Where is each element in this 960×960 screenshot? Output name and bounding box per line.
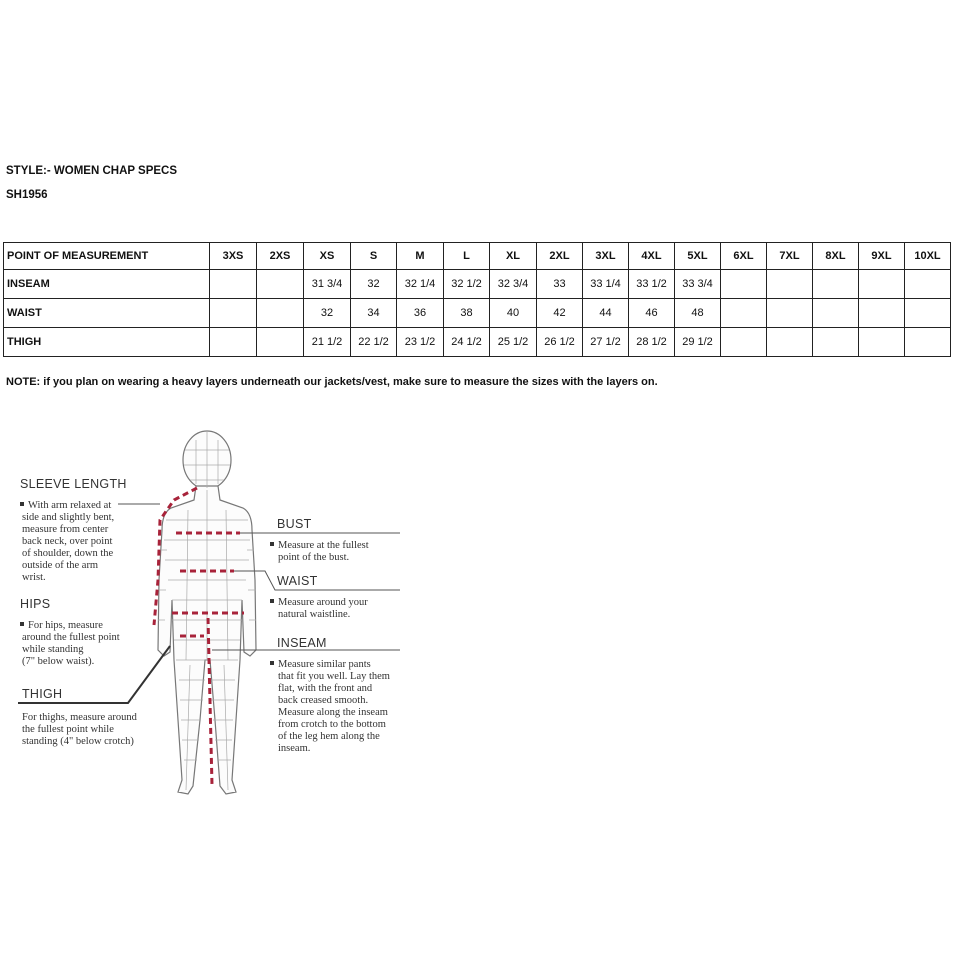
size-header: 3XS xyxy=(210,243,257,270)
table-cell: 44 xyxy=(583,299,629,328)
inseam-line-4: Measure along the inseam xyxy=(278,707,388,718)
hips-line-0: For hips, measure xyxy=(28,620,103,631)
table-cell: 27 1/2 xyxy=(583,328,629,357)
bust-title: BUST xyxy=(277,517,312,531)
table-cell xyxy=(859,270,905,299)
size-header: L xyxy=(444,243,490,270)
bust-line-0: Measure at the fullest xyxy=(278,540,369,551)
size-header: 10XL xyxy=(905,243,951,270)
table-cell: 38 xyxy=(444,299,490,328)
table-cell xyxy=(813,328,859,357)
size-header: 8XL xyxy=(813,243,859,270)
table-row xyxy=(4,270,951,299)
table-cell: 31 3/4 xyxy=(304,270,351,299)
table-cell: 21 1/2 xyxy=(304,328,351,357)
inseam-line-6: of the leg hem along the xyxy=(278,731,380,742)
table-cell: 26 1/2 xyxy=(537,328,583,357)
table-cell: 25 1/2 xyxy=(490,328,537,357)
thigh-line-1: the fullest point while xyxy=(22,724,114,735)
table-cell: 24 1/2 xyxy=(444,328,490,357)
sleeve-line-4: of shoulder, down the xyxy=(22,548,114,559)
sleeve-length-title: SLEEVE LENGTH xyxy=(20,477,127,491)
table-cell: 33 1/4 xyxy=(583,270,629,299)
inseam-title: INSEAM xyxy=(277,636,327,650)
size-header: M xyxy=(397,243,444,270)
table-row xyxy=(4,299,951,328)
sleeve-line-0: With arm relaxed at xyxy=(28,500,112,511)
waist-line-1: natural waistline. xyxy=(278,609,351,620)
hips-line-1: around the fullest point xyxy=(22,632,120,643)
table-cell xyxy=(905,299,951,328)
table-cell: 48 xyxy=(675,299,721,328)
thigh-title: THIGH xyxy=(22,687,63,701)
table-cell: 29 1/2 xyxy=(675,328,721,357)
waist-line-0: Measure around your xyxy=(278,597,368,608)
thigh-line-0: For thighs, measure around xyxy=(22,712,137,723)
inseam-line-2: flat, with the front and xyxy=(278,683,373,694)
bullet-icon xyxy=(20,622,24,626)
style-code: SH1956 xyxy=(6,189,48,201)
inseam-line-0: Measure similar pants xyxy=(278,659,371,670)
table-cell xyxy=(859,299,905,328)
size-spec-table xyxy=(3,242,951,357)
size-header: 6XL xyxy=(721,243,767,270)
table-cell xyxy=(905,270,951,299)
bullet-icon xyxy=(270,661,274,665)
size-header: 5XL xyxy=(675,243,721,270)
table-cell: 32 1/4 xyxy=(397,270,444,299)
table-cell: 32 3/4 xyxy=(490,270,537,299)
table-cell xyxy=(859,328,905,357)
table-cell xyxy=(905,328,951,357)
size-header: S xyxy=(351,243,397,270)
table-cell: 33 3/4 xyxy=(675,270,721,299)
row-label: WAIST xyxy=(4,299,210,328)
hips-line-2: while standing xyxy=(22,644,84,655)
table-cell: 28 1/2 xyxy=(629,328,675,357)
table-cell xyxy=(813,299,859,328)
style-title: STYLE:- WOMEN CHAP SPECS xyxy=(6,165,178,177)
thigh-line-2: standing (4" below crotch) xyxy=(22,736,134,747)
bullet-icon xyxy=(270,599,274,603)
table-cell xyxy=(257,270,304,299)
table-cell: 23 1/2 xyxy=(397,328,444,357)
sleeve-line-3: back neck, over point xyxy=(22,536,113,547)
table-cell: 36 xyxy=(397,299,444,328)
table-cell: 33 xyxy=(537,270,583,299)
hips-line-3: (7" below waist). xyxy=(22,656,95,667)
table-cell xyxy=(210,270,257,299)
table-cell xyxy=(767,328,813,357)
inseam-line-1: that fit you well. Lay them xyxy=(278,671,390,682)
size-header: 7XL xyxy=(767,243,813,270)
waist-title: WAIST xyxy=(277,574,318,588)
table-cell: 34 xyxy=(351,299,397,328)
table-cell: 22 1/2 xyxy=(351,328,397,357)
table-cell: 33 1/2 xyxy=(629,270,675,299)
table-row xyxy=(4,328,951,357)
table-cell: 42 xyxy=(537,299,583,328)
sleeve-line-2: measure from center xyxy=(22,524,109,535)
size-header: 2XS xyxy=(257,243,304,270)
inseam-line-3: back creased smooth. xyxy=(278,695,369,706)
table-cell xyxy=(767,270,813,299)
table-cell: 40 xyxy=(490,299,537,328)
size-header: XL xyxy=(490,243,537,270)
hips-title: HIPS xyxy=(20,597,51,611)
table-cell: 32 xyxy=(304,299,351,328)
size-header: 3XL xyxy=(583,243,629,270)
row-label: INSEAM xyxy=(4,270,210,299)
table-cell: 32 xyxy=(351,270,397,299)
table-cell xyxy=(721,299,767,328)
table-cell xyxy=(210,328,257,357)
bust-line-1: point of the bust. xyxy=(278,552,350,563)
table-cell xyxy=(813,270,859,299)
size-header: 4XL xyxy=(629,243,675,270)
bullet-icon xyxy=(20,502,24,506)
table-cell xyxy=(721,328,767,357)
table-cell xyxy=(210,299,257,328)
size-header: 2XL xyxy=(537,243,583,270)
size-header: 9XL xyxy=(859,243,905,270)
bullet-icon xyxy=(270,542,274,546)
size-header: XS xyxy=(304,243,351,270)
table-cell: 46 xyxy=(629,299,675,328)
table-cell xyxy=(721,270,767,299)
layering-note: NOTE: if you plan on wearing a heavy layers underneath our jackets/vest, make sure to measure the sizes with the layers on. xyxy=(6,376,658,388)
header-measurement: POINT OF MEASUREMENT xyxy=(4,243,210,270)
table-cell: 32 1/2 xyxy=(444,270,490,299)
table-cell xyxy=(767,299,813,328)
inseam-line-7: inseam. xyxy=(278,743,311,754)
inseam-line-5: from crotch to the bottom xyxy=(278,719,386,730)
table-cell xyxy=(257,299,304,328)
sleeve-line-1: side and slightly bent, xyxy=(22,512,115,523)
measurement-guide xyxy=(0,420,960,820)
sleeve-line-5: outside of the arm xyxy=(22,560,99,571)
table-cell xyxy=(257,328,304,357)
row-label: THIGH xyxy=(4,328,210,357)
sleeve-line-6: wrist. xyxy=(22,572,46,583)
